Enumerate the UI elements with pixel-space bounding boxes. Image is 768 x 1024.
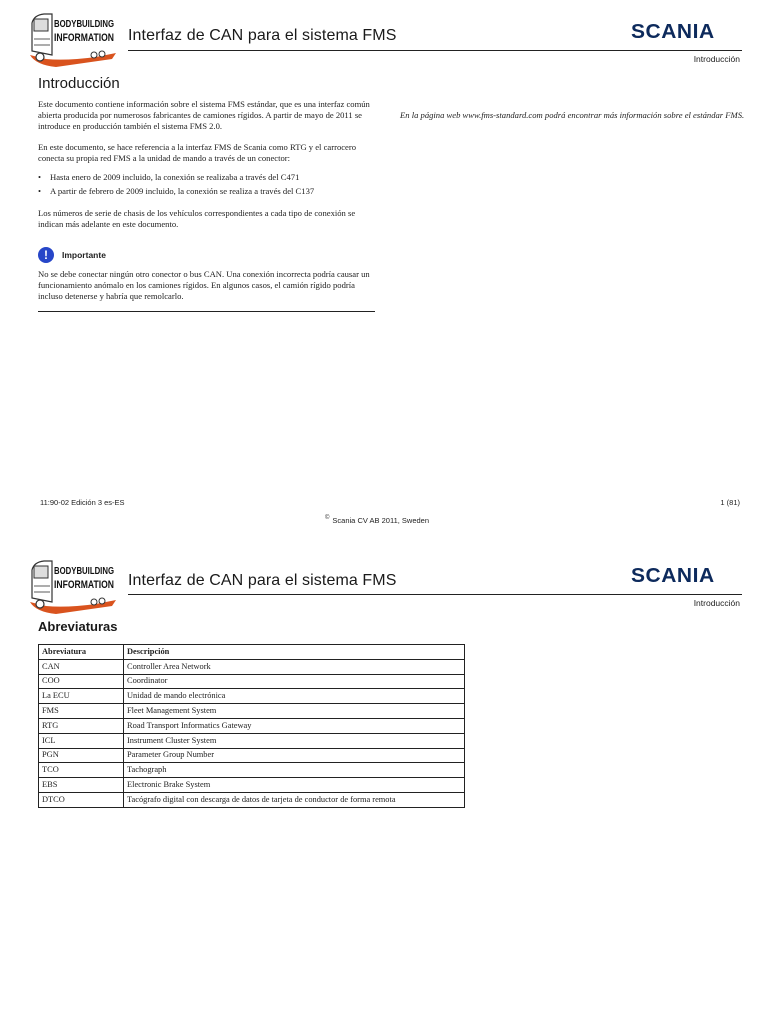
table-row xyxy=(39,733,465,748)
table-row xyxy=(39,792,465,807)
header-divider xyxy=(128,50,742,51)
description-cell: Unidad de mando electrónica xyxy=(124,689,465,704)
abbreviation-cell: CAN xyxy=(39,659,124,674)
description-cell: Tacógrafo digital con descarga de datos de tarjeta de conductor de forma remota xyxy=(124,792,465,807)
footer-copyright xyxy=(325,515,429,525)
abbreviations-table xyxy=(38,644,465,808)
scania-brand-logo: SCANIA xyxy=(631,21,715,43)
bodybuilding-information-logo xyxy=(26,9,118,71)
footer-document-id: 11:90-02 Edición 3 es-ES xyxy=(40,498,125,507)
column-header-description: Descripción xyxy=(124,645,465,660)
abbreviation-cell: DTCO xyxy=(39,792,124,807)
bullet-item: • Hasta enero de 2009 incluido, la conexión se realizaba a través del C471 xyxy=(38,172,374,183)
important-notice-divider xyxy=(38,311,375,312)
table-row xyxy=(39,704,465,719)
abbreviation-cell: TCO xyxy=(39,763,124,778)
important-notice-text xyxy=(38,269,374,303)
side-note: En la página web www.fms-standard.com podrá encontrar más información sobre el estándar FMS. xyxy=(400,110,745,120)
description-cell: Controller Area Network xyxy=(124,659,465,674)
abbreviation-cell: COO xyxy=(39,674,124,689)
table-row xyxy=(39,689,465,704)
table-row xyxy=(39,659,465,674)
abbreviation-cell: PGN xyxy=(39,748,124,763)
section-heading-abreviaturas: Abreviaturas xyxy=(38,619,118,634)
section-tag: Introducción xyxy=(693,54,740,64)
svg-text:INFORMATION: INFORMATION xyxy=(54,32,115,44)
description-cell: Electronic Brake System xyxy=(124,778,465,793)
document-title: Interfaz de CAN para el sistema FMS xyxy=(128,572,397,589)
document-page-2 xyxy=(0,543,768,1024)
description-cell: Parameter Group Number xyxy=(124,748,465,763)
connector-bullet-list xyxy=(38,172,374,200)
header-divider xyxy=(128,594,742,595)
intro-paragraph-2 xyxy=(38,142,374,164)
abbreviation-cell: La ECU xyxy=(39,689,124,704)
intro-paragraph-3-text: Los números de serie de chasis de los vehículos correspondientes a cada tipo de conexión se indican más adelante en este documento. xyxy=(38,208,356,230)
intro-paragraph-2-text: En este documento, se hace referencia a la interfaz FMS de Scania como RTG y el carrocero conecta su propia red FMS a la unidad de mando a través de un conector: xyxy=(38,142,357,164)
intro-paragraph-3 xyxy=(38,208,374,230)
abbreviation-cell: FMS xyxy=(39,704,124,719)
intro-paragraph-1-text: Este documento contiene información sobre el sistema FMS estándar, que es una interfaz común abierta producida por numerosos fabricantes de camiones rígidos. A partir de mayo de 2011 se introduce en producción también el sistema FMS 2.0. xyxy=(38,99,370,132)
section-heading-introduccion: Introducción xyxy=(38,75,120,92)
intro-paragraph-1 xyxy=(38,99,374,133)
bodybuilding-information-logo xyxy=(26,556,118,618)
description-cell: Instrument Cluster System xyxy=(124,733,465,748)
table-row xyxy=(39,778,465,793)
bullet-item: • A partir de febrero de 2009 incluido, la conexión se realiza a través del C137 xyxy=(38,186,374,197)
footer-page-number: 1 (81) xyxy=(720,498,740,507)
copyright-text: Scania CV AB 2011, Sweden xyxy=(332,516,430,525)
table-header-row xyxy=(39,645,465,660)
important-notice-body: No se debe conectar ningún otro conector o bus CAN. Una conexión incorrecta podría causar un funcionamiento anómalo en los camiones rígidos. En algunos casos, el camión rígido podría incluso detenerse y habría que remolcarlo. xyxy=(38,269,370,302)
table-row xyxy=(39,674,465,689)
table-row xyxy=(39,763,465,778)
svg-text:INFORMATION: INFORMATION xyxy=(54,579,115,591)
column-header-abbreviation: Abreviatura xyxy=(39,645,124,660)
abbreviation-cell: ICL xyxy=(39,733,124,748)
copyright-icon: © xyxy=(325,515,330,521)
table-row xyxy=(39,748,465,763)
svg-text:BODYBUILDING: BODYBUILDING xyxy=(54,566,115,577)
exclamation-circle-icon: ! xyxy=(38,247,54,263)
description-cell: Road Transport Informatics Gateway xyxy=(124,718,465,733)
important-label: Importante xyxy=(62,250,106,260)
section-tag: Introducción xyxy=(693,598,740,608)
document-title: Interfaz de CAN para el sistema FMS xyxy=(128,27,397,44)
description-cell: Tachograph xyxy=(124,763,465,778)
description-cell: Fleet Management System xyxy=(124,704,465,719)
svg-text:BODYBUILDING: BODYBUILDING xyxy=(54,19,115,30)
scania-brand-logo: SCANIA xyxy=(631,565,715,587)
important-notice-header xyxy=(38,245,106,265)
description-cell: Coordinator xyxy=(124,674,465,689)
abbreviation-cell: EBS xyxy=(39,778,124,793)
abbreviation-cell: RTG xyxy=(39,718,124,733)
table-row xyxy=(39,718,465,733)
